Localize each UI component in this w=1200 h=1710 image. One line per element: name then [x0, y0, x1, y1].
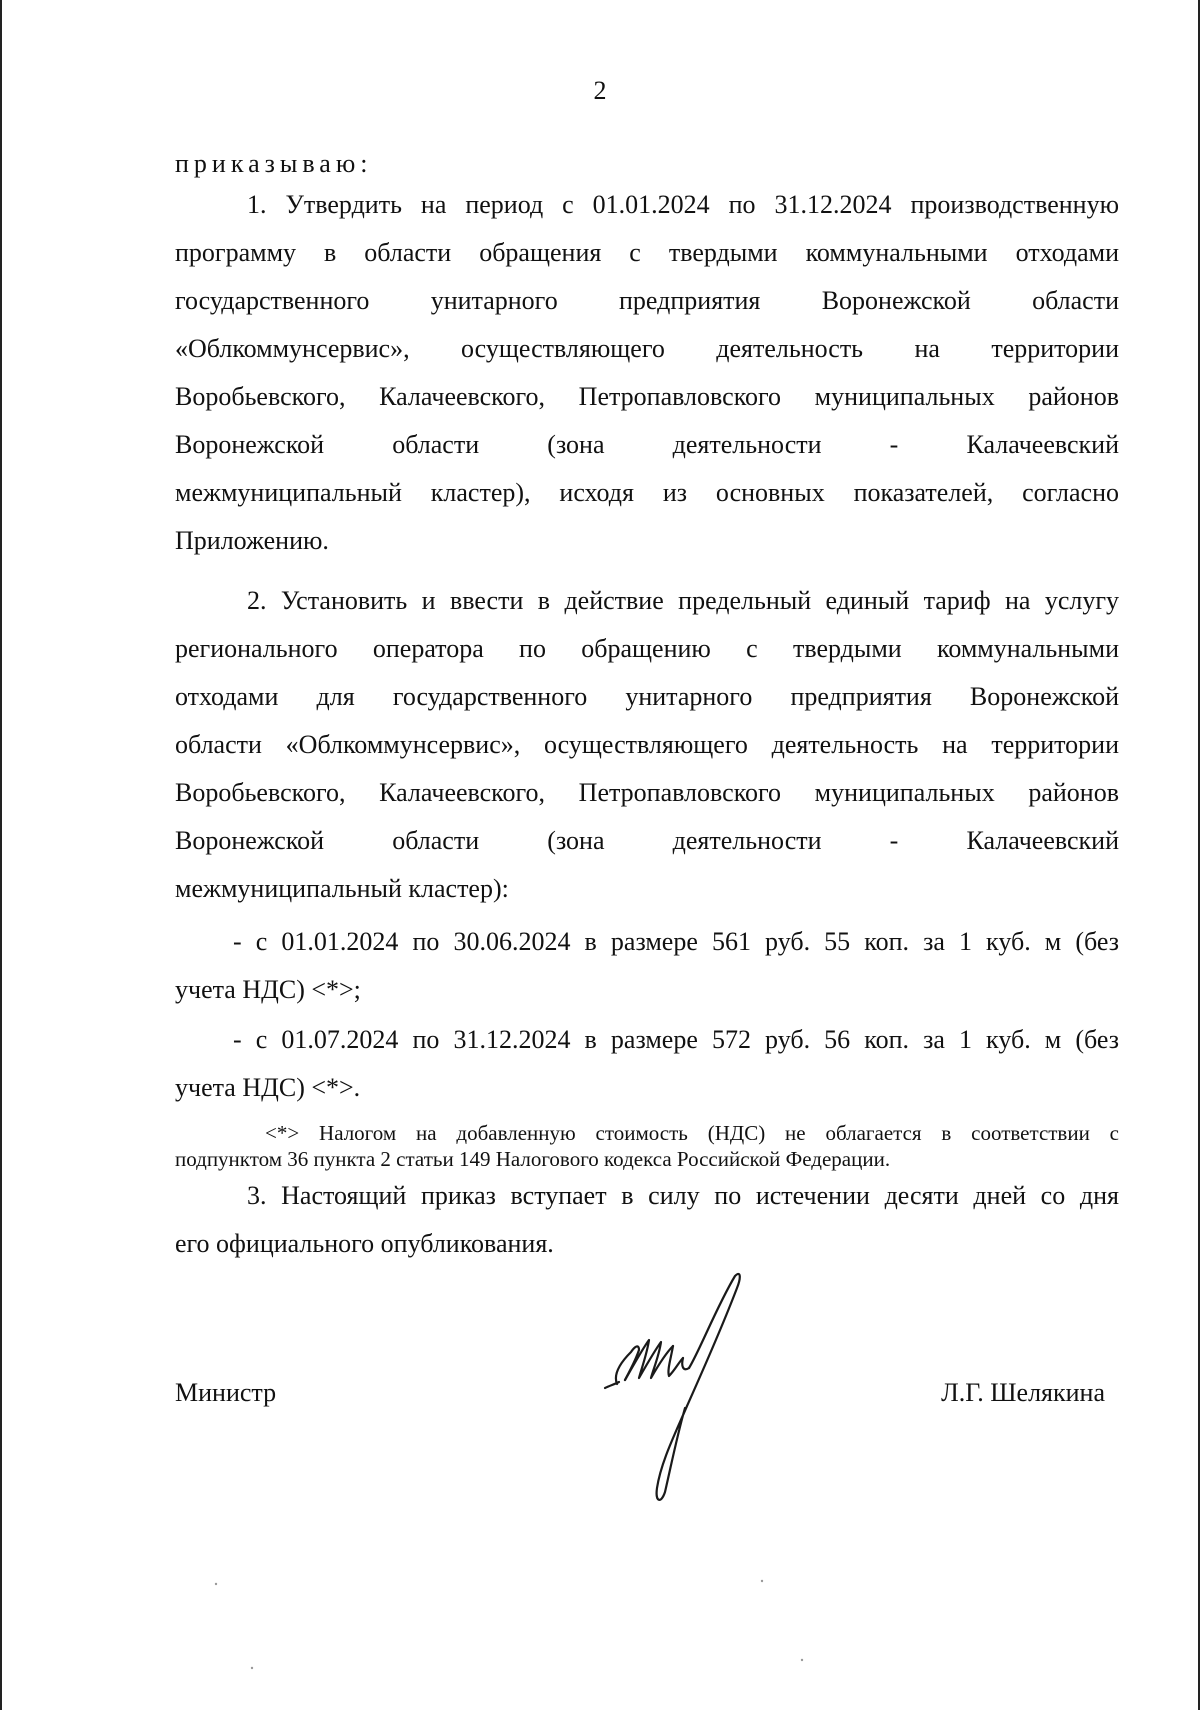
paragraph-2-line: Воробьевского, Калачеевского, Петропавловского муниципальных районов [175, 778, 1119, 807]
tariff-item-1-line: - с 01.01.2024 по 30.06.2024 в размере 561 руб. 55 коп. за 1 куб. м (без [233, 927, 1119, 956]
paragraph-1-line: Приложению. [175, 526, 329, 555]
paragraph-1-line: государственного унитарного предприятия Воронежской области [175, 286, 1119, 315]
paragraph-2-line: межмуниципальный кластер): [175, 874, 509, 903]
tariff-item-2-line: - с 01.07.2024 по 31.12.2024 в размере 572 руб. 56 коп. за 1 куб. м (без [233, 1025, 1119, 1054]
paragraph-1-line: программу в области обращения с твердыми коммунальными отходами [175, 238, 1119, 267]
paragraph-3-line: 3. Настоящий приказ вступает в силу по истечении десяти дней со дня [247, 1181, 1119, 1210]
tariff-item-2-line: учета НДС) <*>. [175, 1073, 361, 1102]
paragraph-1-line: межмуниципальный кластер), исходя из основных показателей, согласно [175, 478, 1119, 507]
paragraph-1-line: «Облкоммунсервис», осуществляющего деятельность на территории [175, 334, 1119, 363]
paragraph-2-line: отходами для государственного унитарного предприятия Воронежской [175, 682, 1119, 711]
paragraph-2-line: области «Облкоммунсервис», осуществляющего деятельность на территории [175, 730, 1119, 759]
page-number: 2 [593, 76, 607, 105]
paragraph-1-line: Воронежской области (зона деятельности - Калачеевский [175, 430, 1119, 459]
footnote-line: <*> Налогом на добавленную стоимость (НДС) не облагается в соответствии с [265, 1121, 1119, 1145]
paragraph-2-line: 2. Установить и ввести в действие предельный единый тариф на услугу [247, 586, 1119, 615]
paragraph-2-line: регионального оператора по обращению с твердыми коммунальными [175, 634, 1119, 663]
footnote-line: подпунктом 36 пункта 2 статьи 149 Налогового кодекса Российской Федерации. [175, 1147, 891, 1171]
paragraph-1-line: 1. Утвердить на период с 01.01.2024 по 31.12.2024 производственную [247, 190, 1119, 219]
paragraph-3-line: его официального опубликования. [175, 1229, 554, 1258]
position-title: Министр [175, 1378, 277, 1407]
order-heading: приказываю: [175, 149, 373, 178]
signer-name: Л.Г. Шелякина [941, 1378, 1105, 1407]
paragraph-1-line: Воробьевского, Калачеевского, Петропавловского муниципальных районов [175, 382, 1119, 411]
paragraph-2-line: Воронежской области (зона деятельности - Калачеевский [175, 826, 1119, 855]
tariff-item-1-line: учета НДС) <*>; [175, 975, 361, 1004]
